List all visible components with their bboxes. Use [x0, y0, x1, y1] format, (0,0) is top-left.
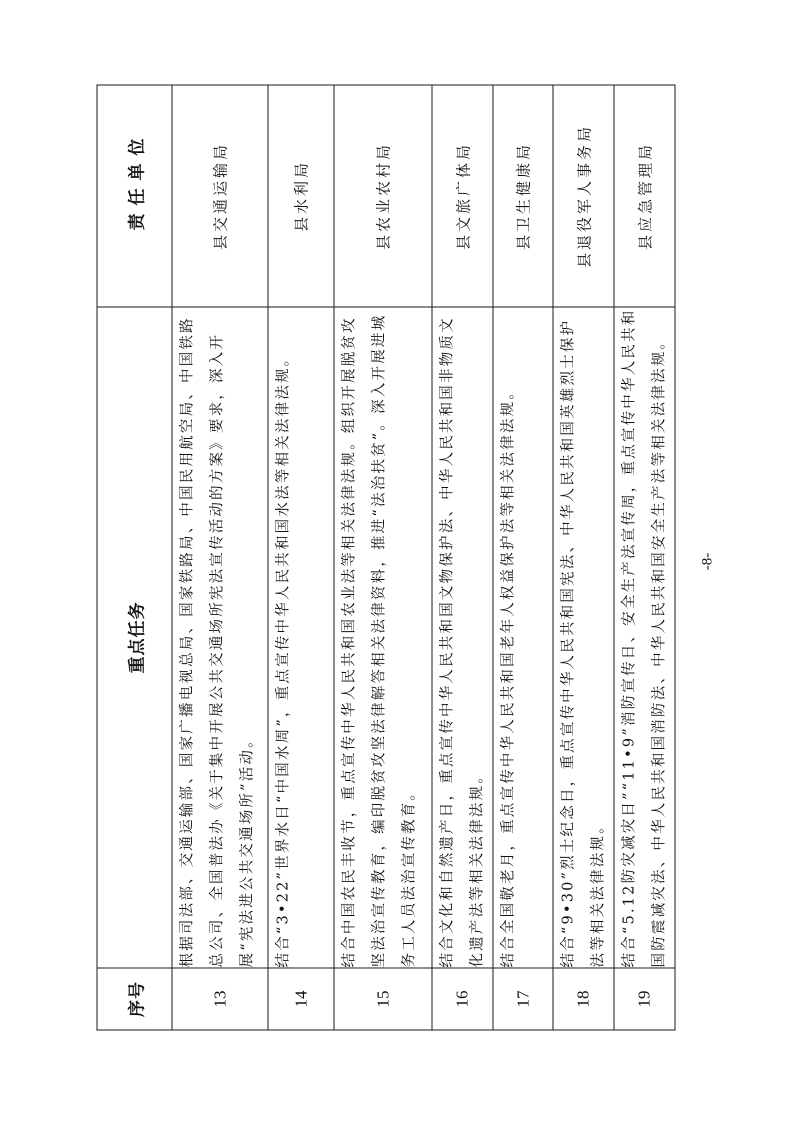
header-task: 重点任务	[97, 307, 172, 968]
row-unit: 县应急管理局	[614, 85, 675, 307]
row-number: 17	[493, 968, 553, 1030]
row-unit: 县退役军人事务局	[553, 85, 614, 307]
table-row	[553, 85, 614, 1030]
row-number: 15	[334, 968, 432, 1030]
page-number: -8-	[699, 552, 716, 570]
row-number: 14	[268, 968, 334, 1030]
row-task: 结合“3•22”世界水日“中国水周”，重点宣传中华人民共和国水法等相关法律法规。	[268, 307, 334, 968]
row-number: 19	[614, 968, 675, 1030]
row-unit: 县卫生健康局	[493, 85, 553, 307]
row-number: 16	[432, 968, 493, 1030]
row-task: 根据司法部、交通运输部、国家广播电视总局、国家铁路局、中国民用航空局、中国铁路总公司、全国普法办《关于集中开展公共交通场所宪法宣传活动的方案》要求，深入开展“宪法进公共交通场所”活动。	[172, 307, 268, 968]
row-unit: 县交通运输局	[172, 85, 268, 307]
table-header-row	[97, 85, 172, 1030]
table-row	[172, 85, 268, 1030]
table-row	[334, 85, 432, 1030]
table-row	[614, 85, 675, 1030]
row-unit: 县农业农村局	[334, 85, 432, 307]
row-task: 结合中国农民丰收节，重点宣传中华人民共和国农业法等相关法律法规。组织开展脱贫攻坚法治宣传教育，编印脱贫攻坚法律解答相关法律资料，推进“法治扶贫”。深入开展进城务工人员法治宣传教育。	[334, 307, 432, 968]
table-row	[268, 85, 334, 1030]
row-task: 结合“5.12防灾减灾日”“11•9”消防宣传日、安全生产法宣传周，重点宣传中华人民共和国防震减灾法、中华人民共和国消防法、中华人民共和国安全生产法等相关法律法规。	[614, 307, 675, 968]
header-number: 序号	[97, 968, 172, 1030]
row-number: 18	[553, 968, 614, 1030]
table-row	[493, 85, 553, 1030]
row-unit: 县水利局	[268, 85, 334, 307]
row-number: 13	[172, 968, 268, 1030]
table-row	[432, 85, 493, 1030]
task-table	[97, 84, 676, 1030]
row-unit: 县文旅广体局	[432, 85, 493, 307]
row-task: 结合文化和自然遗产日，重点宣传中华人民共和国文物保护法、中华人民共和国非物质文化遗产法等相关法律法规。	[432, 307, 493, 968]
row-task: 结合全国敬老月，重点宣传中华人民共和国老年人权益保护法等相关法律法规。	[493, 307, 553, 968]
header-responsible-unit: 责 任 单 位	[97, 85, 172, 307]
row-task: 结合“9•30”烈士纪念日，重点宣传中华人民共和国宪法、中华人民共和国英雄烈士保护法等相关法律法规。	[553, 307, 614, 968]
